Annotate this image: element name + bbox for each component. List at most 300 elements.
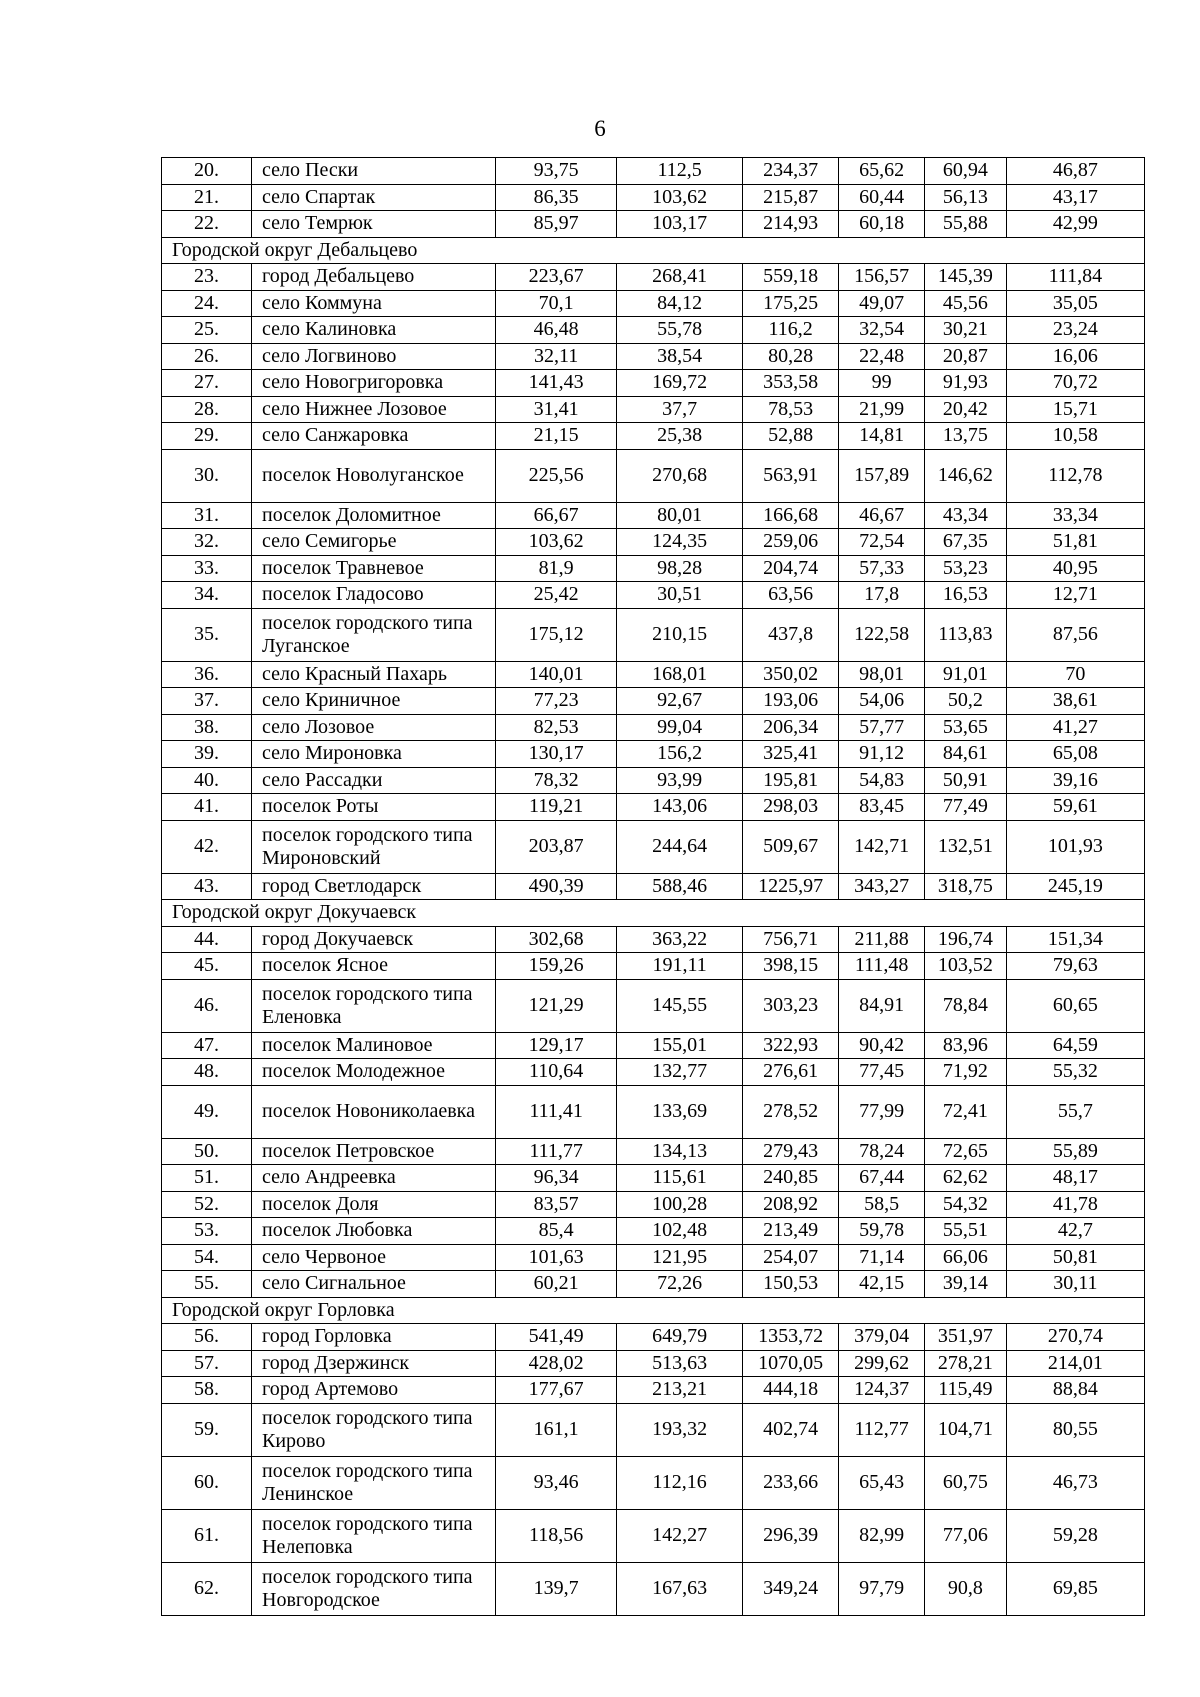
value-cell-2: 270,68 <box>617 449 743 502</box>
settlement-name: поселок городского типа Луганское <box>252 608 496 661</box>
table-row <box>162 1191 1145 1218</box>
value-cell-5: 91,01 <box>925 661 1007 688</box>
table-row <box>162 1032 1145 1059</box>
table-row <box>162 1509 1145 1562</box>
value-cell-4: 82,99 <box>839 1509 925 1562</box>
value-cell-2: 588,46 <box>617 873 743 900</box>
row-number: 23. <box>162 264 252 291</box>
row-number: 58. <box>162 1377 252 1404</box>
settlement-name: поселок Ясное <box>252 953 496 980</box>
value-cell-3: 166,68 <box>742 502 838 529</box>
section-title: Городской округ Дебальцево <box>162 237 1145 264</box>
table-row <box>162 714 1145 741</box>
value-cell-1: 25,42 <box>495 582 616 609</box>
row-number: 34. <box>162 582 252 609</box>
settlement-name: поселок городского типа Еленовка <box>252 979 496 1032</box>
value-cell-4: 46,67 <box>839 502 925 529</box>
value-cell-6: 42,7 <box>1006 1218 1144 1245</box>
settlement-name: село Семигорье <box>252 529 496 556</box>
value-cell-6: 50,81 <box>1006 1244 1144 1271</box>
value-cell-3: 63,56 <box>742 582 838 609</box>
row-number: 30. <box>162 449 252 502</box>
settlement-name: поселок Роты <box>252 794 496 821</box>
row-number: 60. <box>162 1456 252 1509</box>
value-cell-1: 93,46 <box>495 1456 616 1509</box>
value-cell-5: 196,74 <box>925 926 1007 953</box>
value-cell-5: 91,93 <box>925 370 1007 397</box>
value-cell-3: 296,39 <box>742 1509 838 1562</box>
value-cell-5: 55,88 <box>925 211 1007 238</box>
value-cell-5: 53,65 <box>925 714 1007 741</box>
value-cell-2: 132,77 <box>617 1059 743 1086</box>
value-cell-6: 51,81 <box>1006 529 1144 556</box>
value-cell-1: 223,67 <box>495 264 616 291</box>
value-cell-5: 146,62 <box>925 449 1007 502</box>
value-cell-3: 1070,05 <box>742 1350 838 1377</box>
table-row <box>162 290 1145 317</box>
value-cell-6: 111,84 <box>1006 264 1144 291</box>
value-cell-2: 72,26 <box>617 1271 743 1298</box>
value-cell-3: 240,85 <box>742 1165 838 1192</box>
value-cell-4: 156,57 <box>839 264 925 291</box>
value-cell-2: 244,64 <box>617 820 743 873</box>
value-cell-3: 193,06 <box>742 688 838 715</box>
value-cell-1: 103,62 <box>495 529 616 556</box>
value-cell-6: 59,28 <box>1006 1509 1144 1562</box>
value-cell-2: 155,01 <box>617 1032 743 1059</box>
row-number: 25. <box>162 317 252 344</box>
value-cell-1: 82,53 <box>495 714 616 741</box>
value-cell-1: 86,35 <box>495 184 616 211</box>
settlement-name: поселок Новониколаевка <box>252 1085 496 1138</box>
row-number: 26. <box>162 343 252 370</box>
value-cell-4: 57,33 <box>839 555 925 582</box>
value-cell-6: 79,63 <box>1006 953 1144 980</box>
value-cell-5: 90,8 <box>925 1562 1007 1615</box>
settlement-name: село Нижнее Лозовое <box>252 396 496 423</box>
value-cell-1: 21,15 <box>495 423 616 450</box>
value-cell-6: 41,78 <box>1006 1191 1144 1218</box>
value-cell-2: 134,13 <box>617 1138 743 1165</box>
value-cell-3: 298,03 <box>742 794 838 821</box>
value-cell-4: 65,43 <box>839 1456 925 1509</box>
value-cell-4: 77,99 <box>839 1085 925 1138</box>
table-row <box>162 1350 1145 1377</box>
value-cell-2: 133,69 <box>617 1085 743 1138</box>
table-row <box>162 953 1145 980</box>
value-cell-1: 83,57 <box>495 1191 616 1218</box>
value-cell-4: 142,71 <box>839 820 925 873</box>
row-number: 33. <box>162 555 252 582</box>
row-number: 55. <box>162 1271 252 1298</box>
value-cell-1: 177,67 <box>495 1377 616 1404</box>
value-cell-4: 77,45 <box>839 1059 925 1086</box>
value-cell-3: 437,8 <box>742 608 838 661</box>
value-cell-2: 145,55 <box>617 979 743 1032</box>
value-cell-5: 20,87 <box>925 343 1007 370</box>
table-row <box>162 1085 1145 1138</box>
value-cell-6: 59,61 <box>1006 794 1144 821</box>
value-cell-4: 379,04 <box>839 1324 925 1351</box>
table-row <box>162 449 1145 502</box>
value-cell-6: 55,89 <box>1006 1138 1144 1165</box>
value-cell-4: 90,42 <box>839 1032 925 1059</box>
value-cell-6: 15,71 <box>1006 396 1144 423</box>
value-cell-1: 490,39 <box>495 873 616 900</box>
settlement-name: село Новогригоровка <box>252 370 496 397</box>
value-cell-2: 193,32 <box>617 1403 743 1456</box>
value-cell-2: 169,72 <box>617 370 743 397</box>
settlement-name: поселок Доля <box>252 1191 496 1218</box>
value-cell-5: 67,35 <box>925 529 1007 556</box>
value-cell-4: 22,48 <box>839 343 925 370</box>
value-cell-1: 70,1 <box>495 290 616 317</box>
table-row <box>162 184 1145 211</box>
value-cell-2: 55,78 <box>617 317 743 344</box>
section-title: Городской округ Докучаевск <box>162 900 1145 927</box>
value-cell-3: 279,43 <box>742 1138 838 1165</box>
value-cell-2: 191,11 <box>617 953 743 980</box>
row-number: 57. <box>162 1350 252 1377</box>
value-cell-5: 39,14 <box>925 1271 1007 1298</box>
row-number: 21. <box>162 184 252 211</box>
row-number: 41. <box>162 794 252 821</box>
value-cell-5: 83,96 <box>925 1032 1007 1059</box>
settlement-name: село Красный Пахарь <box>252 661 496 688</box>
value-cell-3: 208,92 <box>742 1191 838 1218</box>
row-number: 59. <box>162 1403 252 1456</box>
row-number: 20. <box>162 158 252 185</box>
row-number: 39. <box>162 741 252 768</box>
value-cell-5: 13,75 <box>925 423 1007 450</box>
value-cell-1: 129,17 <box>495 1032 616 1059</box>
row-number: 22. <box>162 211 252 238</box>
table-row <box>162 158 1145 185</box>
value-cell-1: 428,02 <box>495 1350 616 1377</box>
value-cell-5: 84,61 <box>925 741 1007 768</box>
table-row <box>162 741 1145 768</box>
value-cell-2: 143,06 <box>617 794 743 821</box>
value-cell-4: 42,15 <box>839 1271 925 1298</box>
value-cell-1: 139,7 <box>495 1562 616 1615</box>
value-cell-3: 349,24 <box>742 1562 838 1615</box>
value-cell-5: 351,97 <box>925 1324 1007 1351</box>
value-cell-6: 70,72 <box>1006 370 1144 397</box>
value-cell-2: 268,41 <box>617 264 743 291</box>
value-cell-2: 37,7 <box>617 396 743 423</box>
row-number: 56. <box>162 1324 252 1351</box>
value-cell-3: 559,18 <box>742 264 838 291</box>
settlement-name: село Андреевка <box>252 1165 496 1192</box>
value-cell-4: 111,48 <box>839 953 925 980</box>
value-cell-1: 541,49 <box>495 1324 616 1351</box>
value-cell-2: 142,27 <box>617 1509 743 1562</box>
table-row <box>162 1138 1145 1165</box>
value-cell-4: 97,79 <box>839 1562 925 1615</box>
value-cell-6: 30,11 <box>1006 1271 1144 1298</box>
value-cell-6: 46,73 <box>1006 1456 1144 1509</box>
value-cell-3: 254,07 <box>742 1244 838 1271</box>
value-cell-3: 52,88 <box>742 423 838 450</box>
settlement-name: поселок городского типа Нелеповка <box>252 1509 496 1562</box>
row-number: 44. <box>162 926 252 953</box>
value-cell-5: 50,91 <box>925 767 1007 794</box>
value-cell-1: 225,56 <box>495 449 616 502</box>
table-row <box>162 529 1145 556</box>
value-cell-4: 84,91 <box>839 979 925 1032</box>
value-cell-5: 103,52 <box>925 953 1007 980</box>
value-cell-3: 325,41 <box>742 741 838 768</box>
value-cell-4: 91,12 <box>839 741 925 768</box>
value-cell-6: 214,01 <box>1006 1350 1144 1377</box>
value-cell-1: 96,34 <box>495 1165 616 1192</box>
value-cell-1: 101,63 <box>495 1244 616 1271</box>
table-row <box>162 396 1145 423</box>
row-number: 51. <box>162 1165 252 1192</box>
value-cell-4: 299,62 <box>839 1350 925 1377</box>
value-cell-6: 69,85 <box>1006 1562 1144 1615</box>
value-cell-6: 64,59 <box>1006 1032 1144 1059</box>
value-cell-3: 756,71 <box>742 926 838 953</box>
settlement-name: поселок Доломитное <box>252 502 496 529</box>
settlement-name: город Горловка <box>252 1324 496 1351</box>
row-number: 61. <box>162 1509 252 1562</box>
settlement-name: поселок городского типа Новгородское <box>252 1562 496 1615</box>
value-cell-4: 98,01 <box>839 661 925 688</box>
value-cell-5: 56,13 <box>925 184 1007 211</box>
value-cell-6: 88,84 <box>1006 1377 1144 1404</box>
value-cell-2: 100,28 <box>617 1191 743 1218</box>
value-cell-6: 12,71 <box>1006 582 1144 609</box>
row-number: 52. <box>162 1191 252 1218</box>
table-row <box>162 1059 1145 1086</box>
value-cell-4: 78,24 <box>839 1138 925 1165</box>
value-cell-1: 85,4 <box>495 1218 616 1245</box>
value-cell-1: 161,1 <box>495 1403 616 1456</box>
value-cell-6: 23,24 <box>1006 317 1144 344</box>
value-cell-1: 130,17 <box>495 741 616 768</box>
value-cell-6: 48,17 <box>1006 1165 1144 1192</box>
value-cell-5: 71,92 <box>925 1059 1007 1086</box>
table-row <box>162 979 1145 1032</box>
row-number: 49. <box>162 1085 252 1138</box>
settlement-name: город Докучаевск <box>252 926 496 953</box>
value-cell-1: 175,12 <box>495 608 616 661</box>
value-cell-3: 195,81 <box>742 767 838 794</box>
row-number: 37. <box>162 688 252 715</box>
value-cell-3: 259,06 <box>742 529 838 556</box>
value-cell-3: 116,2 <box>742 317 838 344</box>
value-cell-1: 141,43 <box>495 370 616 397</box>
settlement-name: село Червоное <box>252 1244 496 1271</box>
value-cell-4: 112,77 <box>839 1403 925 1456</box>
value-cell-6: 39,16 <box>1006 767 1144 794</box>
settlement-name: село Пески <box>252 158 496 185</box>
value-cell-4: 57,77 <box>839 714 925 741</box>
value-cell-1: 46,48 <box>495 317 616 344</box>
value-cell-3: 278,52 <box>742 1085 838 1138</box>
value-cell-5: 54,32 <box>925 1191 1007 1218</box>
value-cell-4: 211,88 <box>839 926 925 953</box>
value-cell-5: 113,83 <box>925 608 1007 661</box>
settlement-name: поселок Любовка <box>252 1218 496 1245</box>
table-row <box>162 1218 1145 1245</box>
value-cell-4: 58,5 <box>839 1191 925 1218</box>
value-cell-1: 93,75 <box>495 158 616 185</box>
row-number: 40. <box>162 767 252 794</box>
row-number: 50. <box>162 1138 252 1165</box>
value-cell-2: 649,79 <box>617 1324 743 1351</box>
value-cell-6: 43,17 <box>1006 184 1144 211</box>
table-row <box>162 1456 1145 1509</box>
value-cell-4: 54,06 <box>839 688 925 715</box>
table-row <box>162 873 1145 900</box>
value-cell-2: 30,51 <box>617 582 743 609</box>
value-cell-2: 112,16 <box>617 1456 743 1509</box>
value-cell-2: 102,48 <box>617 1218 743 1245</box>
table-row <box>162 264 1145 291</box>
value-cell-3: 233,66 <box>742 1456 838 1509</box>
value-cell-5: 278,21 <box>925 1350 1007 1377</box>
value-cell-3: 563,91 <box>742 449 838 502</box>
value-cell-5: 145,39 <box>925 264 1007 291</box>
value-cell-6: 16,06 <box>1006 343 1144 370</box>
value-cell-1: 60,21 <box>495 1271 616 1298</box>
table-row <box>162 1562 1145 1615</box>
value-cell-4: 60,18 <box>839 211 925 238</box>
value-cell-6: 40,95 <box>1006 555 1144 582</box>
value-cell-6: 151,34 <box>1006 926 1144 953</box>
value-cell-1: 159,26 <box>495 953 616 980</box>
row-number: 29. <box>162 423 252 450</box>
settlement-name: город Светлодарск <box>252 873 496 900</box>
value-cell-6: 55,7 <box>1006 1085 1144 1138</box>
value-cell-6: 60,65 <box>1006 979 1144 1032</box>
value-cell-6: 80,55 <box>1006 1403 1144 1456</box>
value-cell-6: 38,61 <box>1006 688 1144 715</box>
value-cell-5: 45,56 <box>925 290 1007 317</box>
value-cell-4: 122,58 <box>839 608 925 661</box>
settlement-name: поселок городского типа Мироновский <box>252 820 496 873</box>
settlement-name: поселок Гладосово <box>252 582 496 609</box>
value-cell-1: 302,68 <box>495 926 616 953</box>
table-row <box>162 926 1145 953</box>
value-cell-2: 80,01 <box>617 502 743 529</box>
settlement-name: поселок городского типа Кирово <box>252 1403 496 1456</box>
value-cell-5: 78,84 <box>925 979 1007 1032</box>
value-cell-6: 10,58 <box>1006 423 1144 450</box>
value-cell-2: 98,28 <box>617 555 743 582</box>
value-cell-4: 71,14 <box>839 1244 925 1271</box>
value-cell-6: 87,56 <box>1006 608 1144 661</box>
table-row <box>162 1403 1145 1456</box>
value-cell-4: 72,54 <box>839 529 925 556</box>
value-cell-4: 124,37 <box>839 1377 925 1404</box>
settlement-name: село Санжаровка <box>252 423 496 450</box>
value-cell-2: 156,2 <box>617 741 743 768</box>
table-row <box>162 1377 1145 1404</box>
value-cell-1: 111,77 <box>495 1138 616 1165</box>
value-cell-3: 234,37 <box>742 158 838 185</box>
section-title: Городской округ Горловка <box>162 1297 1145 1324</box>
value-cell-1: 32,11 <box>495 343 616 370</box>
value-cell-3: 444,18 <box>742 1377 838 1404</box>
value-cell-1: 111,41 <box>495 1085 616 1138</box>
value-cell-3: 150,53 <box>742 1271 838 1298</box>
value-cell-5: 60,94 <box>925 158 1007 185</box>
row-number: 32. <box>162 529 252 556</box>
table-row <box>162 211 1145 238</box>
value-cell-3: 276,61 <box>742 1059 838 1086</box>
row-number: 47. <box>162 1032 252 1059</box>
value-cell-6: 42,99 <box>1006 211 1144 238</box>
settlement-name: село Спартак <box>252 184 496 211</box>
value-cell-2: 103,17 <box>617 211 743 238</box>
value-cell-6: 270,74 <box>1006 1324 1144 1351</box>
value-cell-5: 62,62 <box>925 1165 1007 1192</box>
value-cell-6: 55,32 <box>1006 1059 1144 1086</box>
settlement-name: село Лозовое <box>252 714 496 741</box>
table-row <box>162 317 1145 344</box>
value-cell-3: 398,15 <box>742 953 838 980</box>
value-cell-3: 353,58 <box>742 370 838 397</box>
value-cell-5: 132,51 <box>925 820 1007 873</box>
value-cell-4: 65,62 <box>839 158 925 185</box>
value-cell-5: 16,53 <box>925 582 1007 609</box>
section-row <box>162 237 1145 264</box>
settlement-name: село Логвиново <box>252 343 496 370</box>
value-cell-4: 343,27 <box>839 873 925 900</box>
row-number: 36. <box>162 661 252 688</box>
settlement-name: село Калиновка <box>252 317 496 344</box>
value-cell-1: 121,29 <box>495 979 616 1032</box>
value-cell-4: 83,45 <box>839 794 925 821</box>
value-cell-3: 350,02 <box>742 661 838 688</box>
value-cell-2: 213,21 <box>617 1377 743 1404</box>
value-cell-2: 92,67 <box>617 688 743 715</box>
settlement-name: село Коммуна <box>252 290 496 317</box>
value-cell-1: 81,9 <box>495 555 616 582</box>
value-cell-2: 210,15 <box>617 608 743 661</box>
table-row <box>162 343 1145 370</box>
value-cell-4: 54,83 <box>839 767 925 794</box>
value-cell-5: 43,34 <box>925 502 1007 529</box>
table-row <box>162 1324 1145 1351</box>
value-cell-5: 104,71 <box>925 1403 1007 1456</box>
value-cell-3: 78,53 <box>742 396 838 423</box>
row-number: 48. <box>162 1059 252 1086</box>
value-cell-5: 318,75 <box>925 873 1007 900</box>
settlement-name: город Артемово <box>252 1377 496 1404</box>
section-row <box>162 1297 1145 1324</box>
value-cell-6: 112,78 <box>1006 449 1144 502</box>
value-cell-4: 99 <box>839 370 925 397</box>
value-cell-6: 245,19 <box>1006 873 1144 900</box>
row-number: 42. <box>162 820 252 873</box>
value-cell-3: 214,93 <box>742 211 838 238</box>
value-cell-2: 25,38 <box>617 423 743 450</box>
value-cell-3: 322,93 <box>742 1032 838 1059</box>
value-cell-1: 118,56 <box>495 1509 616 1562</box>
table-row <box>162 608 1145 661</box>
value-cell-3: 213,49 <box>742 1218 838 1245</box>
settlement-name: село Криничное <box>252 688 496 715</box>
settlement-name: село Мироновка <box>252 741 496 768</box>
table-row <box>162 1244 1145 1271</box>
value-cell-3: 80,28 <box>742 343 838 370</box>
value-cell-4: 60,44 <box>839 184 925 211</box>
row-number: 43. <box>162 873 252 900</box>
